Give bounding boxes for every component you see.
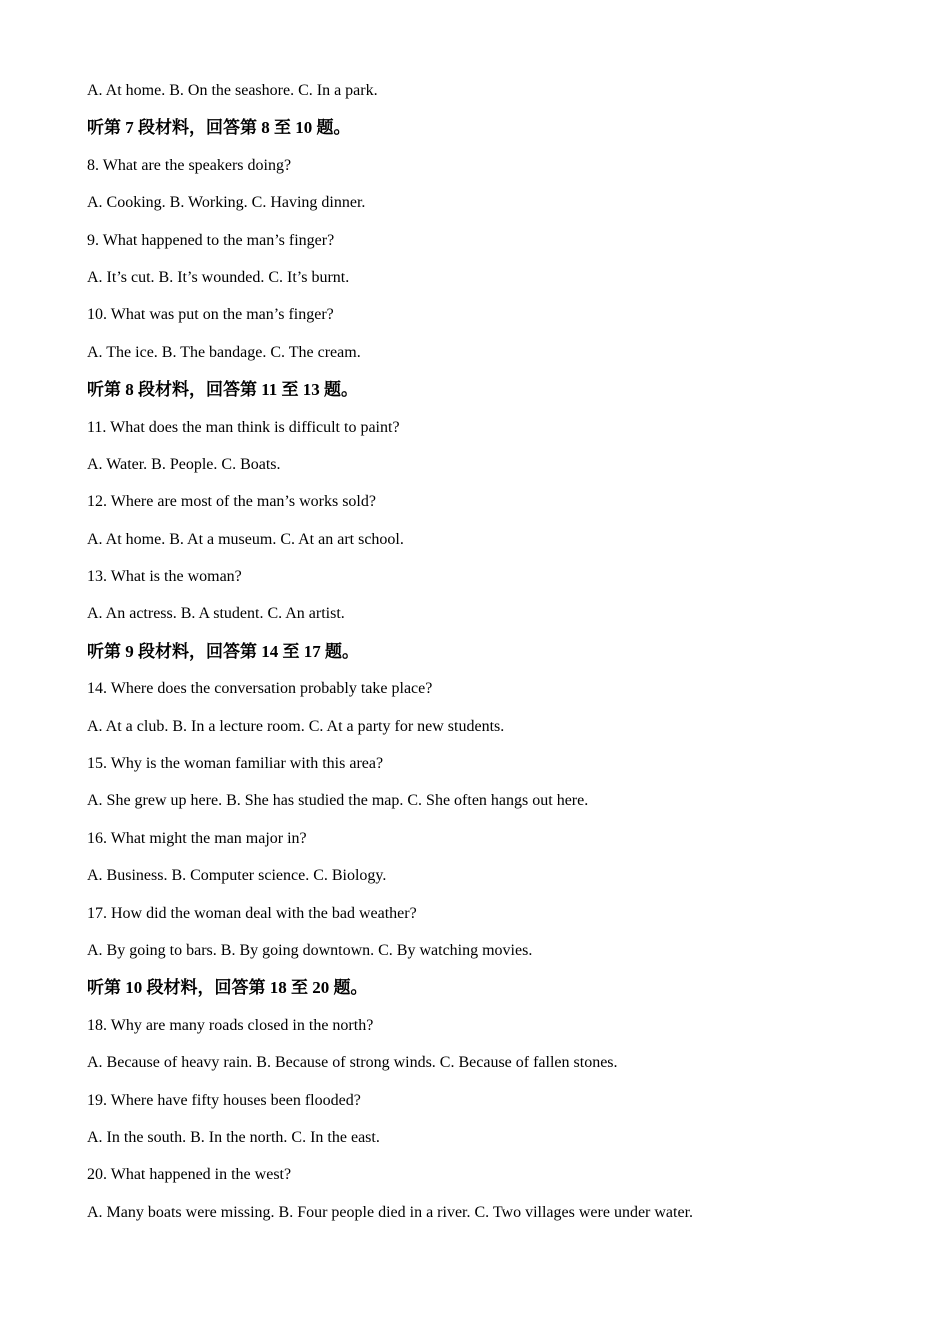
question-14-text: 14. Where does the conversation probably take place?: [87, 680, 433, 698]
question-18-text: 18. Why are many roads closed in the north?: [87, 1016, 374, 1034]
question-15-options: A. She grew up here. B. She has studied the map. C. She often hangs out here.: [87, 792, 589, 810]
question-12-options: A. At home. B. At a museum. C. At an art school.: [87, 530, 404, 548]
question-10-text: 10. What was put on the man’s finger?: [87, 306, 334, 324]
section-heading-7: 听第 7 段材料，回答第 8 至 10 题。: [87, 118, 351, 138]
question-12-text: 12. Where are most of the man’s works sold?: [87, 493, 376, 511]
question-9-text: 9. What happened to the man’s finger?: [87, 231, 335, 249]
question-19-options: A. In the south. B. In the north. C. In the east.: [87, 1128, 380, 1146]
section-heading-10: 听第 10 段材料，回答第 18 至 20 题。: [87, 978, 368, 998]
question-11-options: A. Water. B. People. C. Boats.: [87, 455, 281, 473]
question-8-text: 8. What are the speakers doing?: [87, 156, 292, 174]
question-13-text: 13. What is the woman?: [87, 568, 242, 586]
question-20-text: 20. What happened in the west?: [87, 1166, 292, 1184]
question-10-options: A. The ice. B. The bandage. C. The cream.: [87, 343, 361, 361]
question-8-options: A. Cooking. B. Working. C. Having dinner.: [87, 194, 366, 212]
question-11-text: 11. What does the man think is difficult to paint?: [87, 418, 400, 436]
question-15-text: 15. Why is the woman familiar with this area?: [87, 755, 384, 773]
section-heading-8: 听第 8 段材料，回答第 11 至 13 题。: [87, 380, 359, 400]
question-17-text: 17. How did the woman deal with the bad weather?: [87, 904, 417, 922]
question-9-options: A. It’s cut. B. It’s wounded. C. It’s burnt.: [87, 268, 350, 286]
question-19-text: 19. Where have fifty houses been flooded?: [87, 1091, 361, 1109]
question-20-options: A. Many boats were missing. B. Four people died in a river. C. Two villages were under water.: [87, 1203, 694, 1221]
question-16-options: A. Business. B. Computer science. C. Biology.: [87, 867, 387, 885]
question-16-text: 16. What might the man major in?: [87, 829, 307, 847]
question-14-options: A. At a club. B. In a lecture room. C. At a party for new students.: [87, 717, 505, 735]
section-heading-9: 听第 9 段材料，回答第 14 至 17 题。: [87, 641, 359, 661]
question-13-options: A. An actress. B. A student. C. An artist.: [87, 605, 345, 623]
question-17-options: A. By going to bars. B. By going downtown. C. By watching movies.: [87, 941, 533, 959]
question-7-options: A. At home. B. On the seashore. C. In a park.: [87, 82, 378, 99]
question-18-options: A. Because of heavy rain. B. Because of strong winds. C. Because of fallen stones.: [87, 1054, 618, 1072]
